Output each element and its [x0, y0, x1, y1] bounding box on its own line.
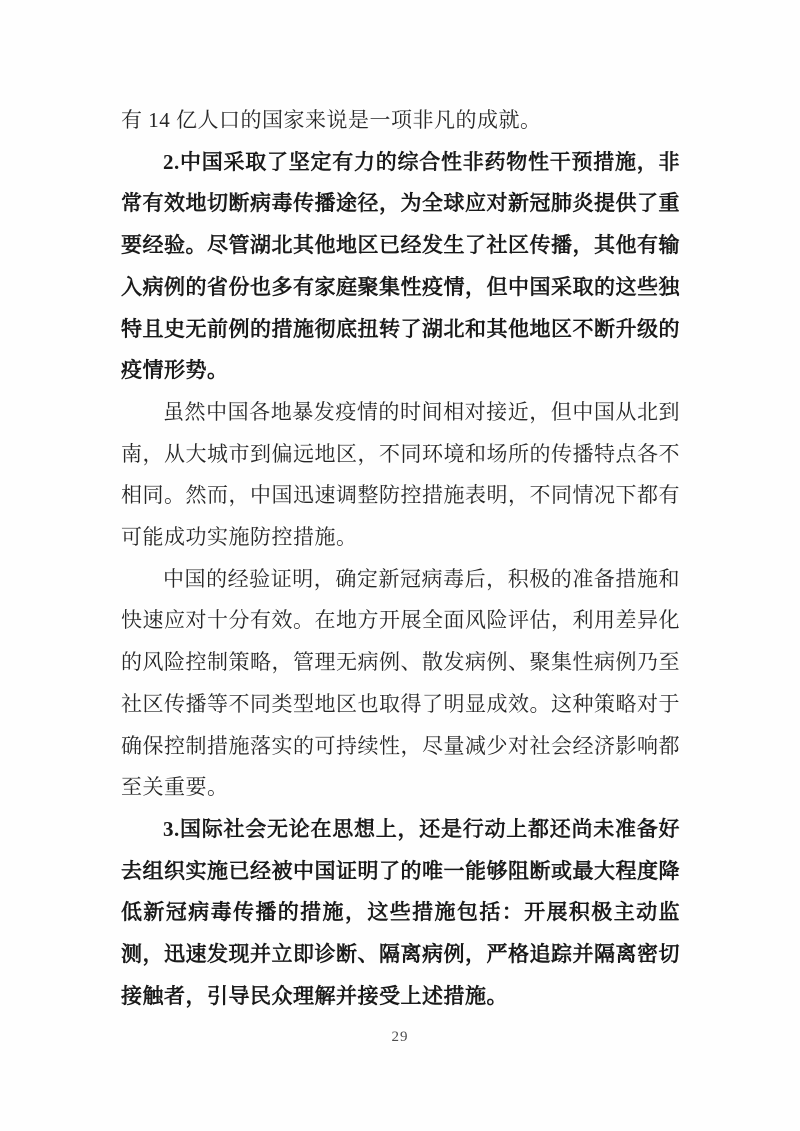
page-number: 29 — [391, 1029, 409, 1045]
paragraph-continuation: 有 14 亿人口的国家来说是一项非凡的成就。 — [121, 108, 542, 132]
paragraph-regional-variation: 虽然中国各地暴发疫情的时间相对接近，但中国从北到南，从大城市到偏远地区，不同环境和场所的传播特点各不相同。然而，中国迅速调整防控措施表明，不同情况下都有可能成功实施防控措施。 — [121, 399, 680, 550]
paragraph-point-3: 3.国际社会无论在思想上，还是行动上都还尚未准备好去组织实施已经被中国证明了的唯一能够阻断或最大程度降低新冠病毒传播的措施，这些措施包括：开展积极主动监测，迅速发现并立即诊断、隔离病例，严格追踪并隔离密切接触者，引导民众理解并接受上述措施。 — [121, 816, 680, 1008]
paragraph-point-2: 2.中国采取了坚定有力的综合性非药物性干预措施，非常有效地切断病毒传播途径，为全球应对新冠肺炎提供了重要经验。尽管湖北其他地区已经发生了社区传播，其他有输入病例的省份也多有家庭聚集性疫情，但中国采取的这些独特且史无前例的措施彻底扭转了湖北和其他地区不断升级的疫情形势。 — [121, 149, 680, 383]
paragraph-china-experience: 中国的经验证明，确定新冠病毒后，积极的准备措施和快速应对十分有效。在地方开展全面风险评估，利用差异化的风险控制策略，管理无病例、散发病例、聚集性病例乃至社区传播等不同类型地区也取得了明显成效。这种策略对于确保控制措施落实的可持续性，尽量减少对社会经济影响都至关重要。 — [121, 566, 680, 800]
body-text-block — [121, 100, 680, 1017]
